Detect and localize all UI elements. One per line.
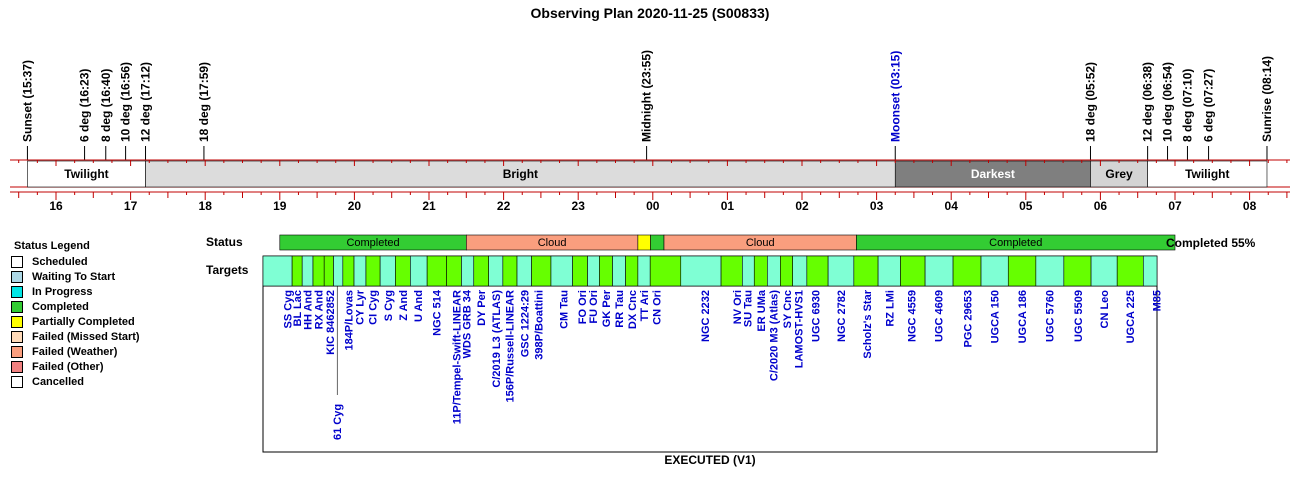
target-label: C/2020 M3 (Atlas)	[768, 290, 781, 382]
legend-label: In Progress	[32, 286, 93, 299]
target-label: 398P/Boattini	[533, 290, 546, 360]
target-cell	[447, 256, 462, 286]
phase-label: Twilight	[1185, 167, 1230, 181]
target-label: SU Tau	[742, 290, 755, 328]
legend-swatch	[11, 256, 23, 268]
hour-tick-label: 20	[347, 199, 362, 213]
target-label: UGC 6930	[810, 290, 823, 342]
target-cell	[681, 256, 721, 286]
targets-row	[263, 256, 1163, 440]
legend-label: Failed (Weather)	[32, 346, 118, 359]
legend-item	[11, 361, 104, 375]
status-segment-label: Cloud	[537, 237, 567, 249]
target-cell	[742, 256, 754, 286]
event-label: 10 deg (06:54)	[1160, 61, 1175, 142]
hour-tick-label: 23	[571, 199, 585, 213]
target-cell	[302, 256, 313, 286]
target-cell	[1008, 256, 1036, 286]
event-label: 6 deg (07:27)	[1201, 68, 1216, 142]
target-cell	[410, 256, 427, 286]
target-label: UGCA 186	[1017, 290, 1030, 344]
hour-tick-label: 00	[646, 199, 660, 213]
target-cell	[1143, 256, 1157, 286]
target-label: GK Per	[600, 290, 613, 328]
target-cell	[263, 256, 292, 286]
phase-label: Darkest	[970, 167, 1015, 181]
event-label: Midnight (23:55)	[639, 50, 654, 142]
status-row	[280, 235, 1175, 250]
event-label: Sunrise (08:14)	[1259, 55, 1274, 142]
legend-swatch	[11, 346, 23, 358]
target-cell	[626, 256, 638, 286]
legend-item	[11, 286, 93, 300]
event-label: 12 deg (17:12)	[138, 61, 153, 142]
phase-label: Twilight	[64, 167, 109, 181]
event-markers	[20, 50, 1274, 160]
target-label: ER UMa	[755, 290, 768, 332]
target-label: SS Cyg	[282, 290, 295, 329]
hour-tick-label: 04	[944, 199, 958, 213]
legend-label: Failed (Other)	[32, 361, 104, 374]
target-label: CI Cyg	[367, 290, 380, 325]
executed-caption: EXECUTED (V1)	[664, 453, 756, 467]
event-label: Sunset (15:37)	[20, 59, 35, 142]
legend-item	[11, 256, 88, 270]
target-label: UGC 5509	[1073, 290, 1086, 342]
status-segment-label: Completed	[346, 237, 400, 249]
target-cell	[461, 256, 473, 286]
target-label: SY Cnc	[782, 290, 795, 329]
event-label: 10 deg (16:56)	[118, 61, 133, 142]
legend-label: Cancelled	[32, 376, 84, 389]
target-label: RX And	[313, 290, 326, 330]
target-label: PGC 29653	[962, 290, 975, 348]
target-label: M85	[1151, 290, 1164, 312]
legend-swatch	[11, 316, 23, 328]
legend-swatch	[11, 286, 23, 298]
target-label: UGCA 150	[989, 290, 1002, 344]
target-cell	[532, 256, 551, 286]
target-cell	[573, 256, 588, 286]
event-label: 8 deg (16:40)	[98, 68, 113, 142]
legend-item	[11, 346, 117, 360]
legend-swatch	[11, 301, 23, 313]
legend-item	[11, 331, 140, 345]
status-segment-label: Cloud	[745, 237, 775, 249]
target-cell	[366, 256, 380, 286]
target-label: NGC 2232	[700, 290, 713, 342]
legend-swatch	[11, 271, 23, 283]
target-cell	[503, 256, 517, 286]
legend-label: Partially Completed	[32, 316, 135, 329]
legend-swatch	[11, 376, 23, 388]
target-cell	[878, 256, 900, 286]
target-label: CM Tau	[558, 290, 571, 329]
targets-row-label: Targets	[206, 263, 249, 277]
target-label: BL Lac	[291, 290, 304, 327]
target-label: S Cyg	[382, 290, 395, 322]
phase-label: Grey	[1105, 167, 1133, 181]
target-cell	[925, 256, 953, 286]
target-cell	[780, 256, 792, 286]
target-cell	[1064, 256, 1091, 286]
target-label: NGC 514	[431, 290, 444, 336]
target-cell	[981, 256, 1008, 286]
target-cell	[474, 256, 489, 286]
legend-item	[11, 376, 84, 390]
target-cell	[807, 256, 828, 286]
target-label: RZ LMi	[884, 290, 897, 327]
event-label: 12 deg (06:38)	[1140, 61, 1155, 142]
target-cell	[828, 256, 854, 286]
legend-swatch	[11, 331, 23, 343]
target-cell	[613, 256, 626, 286]
target-cell	[395, 256, 410, 286]
target-label: FU Ori	[588, 290, 601, 324]
hour-tick-label: 18	[198, 199, 212, 213]
hour-tick-label: 05	[1019, 199, 1033, 213]
legend-label: Failed (Missed Start)	[32, 331, 140, 344]
hour-tick-label: 22	[496, 199, 511, 213]
hour-axis	[10, 192, 1290, 213]
completion-text: Completed 55%	[1166, 236, 1256, 250]
target-cell	[1036, 256, 1064, 286]
target-label: Scholz's Star	[861, 290, 874, 359]
target-label: LAMOST-HVS1	[793, 290, 806, 369]
target-label: NGC 4559	[906, 290, 919, 342]
target-cell	[380, 256, 395, 286]
hour-tick-label: 17	[123, 199, 138, 213]
target-cell	[854, 256, 878, 286]
target-label: 61 Cyg	[332, 403, 345, 440]
target-cell	[767, 256, 780, 286]
target-cell	[354, 256, 366, 286]
target-label: RR Tau	[614, 290, 627, 328]
legend-label: Waiting To Start	[32, 271, 116, 284]
legend-item	[11, 271, 115, 285]
target-cell	[953, 256, 981, 286]
target-label: DY Per	[476, 290, 489, 326]
legend-label: Completed	[32, 301, 89, 314]
target-label: UGCA 225	[1125, 290, 1138, 344]
hour-tick-label: 08	[1242, 199, 1257, 213]
status-row-label: Status	[206, 235, 243, 249]
target-label: HH And	[302, 290, 315, 330]
target-cell	[551, 256, 573, 286]
target-label: 156P/Russell-LINEAR	[504, 290, 517, 403]
event-label: Moonset (03:15)	[888, 50, 903, 142]
target-cell	[721, 256, 742, 286]
target-cell	[599, 256, 612, 286]
legend-swatch	[11, 361, 23, 373]
event-label: 18 deg (17:59)	[196, 61, 211, 142]
target-label: FO Ori	[576, 290, 589, 325]
target-label: CY Lyr	[354, 290, 367, 325]
target-label: Z And	[397, 290, 410, 321]
target-cell	[313, 256, 324, 286]
target-cell	[650, 256, 681, 286]
legend-label: Scheduled	[32, 256, 88, 269]
status-legend-title: Status Legend	[14, 240, 90, 252]
plan-title: Observing Plan 2020-11-25 (S00833)	[530, 5, 770, 21]
target-label: NGC 2782	[835, 290, 848, 342]
status-segment-completed	[651, 235, 664, 250]
target-cell	[588, 256, 600, 286]
target-cell	[324, 256, 333, 286]
target-label: GSC 1224:29	[519, 290, 532, 358]
target-cell	[292, 256, 302, 286]
target-label: CN Leo	[1099, 290, 1112, 329]
target-cell	[1091, 256, 1117, 286]
event-label: 6 deg (16:23)	[77, 68, 92, 142]
legend-item	[11, 316, 135, 330]
phase-label: Bright	[502, 167, 539, 181]
event-label: 8 deg (07:10)	[1180, 68, 1195, 142]
target-label: DX Cnc	[626, 290, 639, 330]
hour-tick-label: 07	[1168, 199, 1182, 213]
status-segment-partially-completed	[638, 235, 651, 250]
target-label: NV Ori	[732, 290, 745, 325]
target-label: UGC 5760	[1044, 290, 1057, 342]
target-label: U And	[412, 290, 425, 322]
target-label: UGC 4609	[933, 290, 946, 342]
hour-tick-label: 06	[1093, 199, 1108, 213]
target-cell	[489, 256, 503, 286]
target-cell	[638, 256, 650, 286]
hour-tick-label: 01	[720, 199, 735, 213]
target-label: 11P/Tempel-Swift-LINEAR	[451, 290, 464, 425]
hour-tick-label: 19	[273, 199, 287, 213]
sky-phase-bar	[10, 160, 1290, 187]
target-label: WDS GRB 34	[461, 290, 474, 359]
hour-tick-label: 02	[795, 199, 809, 213]
target-cell	[343, 256, 354, 286]
target-label: C/2019 L3 (ATLAS)	[491, 290, 504, 388]
target-cell	[427, 256, 446, 286]
legend-item	[11, 301, 89, 315]
target-cell	[517, 256, 532, 286]
hour-tick-label: 16	[49, 199, 63, 213]
status-segment-label: Completed	[989, 237, 1043, 249]
target-cell	[1117, 256, 1143, 286]
target-cell	[900, 256, 925, 286]
event-label: 18 deg (05:52)	[1083, 61, 1098, 142]
target-cell	[754, 256, 767, 286]
target-label: CN Ori	[651, 290, 664, 325]
target-label: TT Ari	[638, 290, 651, 322]
target-label: KIC 8462852	[324, 290, 337, 355]
hour-tick-label: 03	[869, 199, 884, 213]
target-cell	[793, 256, 807, 286]
target-cell	[334, 256, 343, 286]
hour-tick-label: 21	[422, 199, 436, 213]
target-label: 184P/Lovas	[343, 290, 356, 351]
